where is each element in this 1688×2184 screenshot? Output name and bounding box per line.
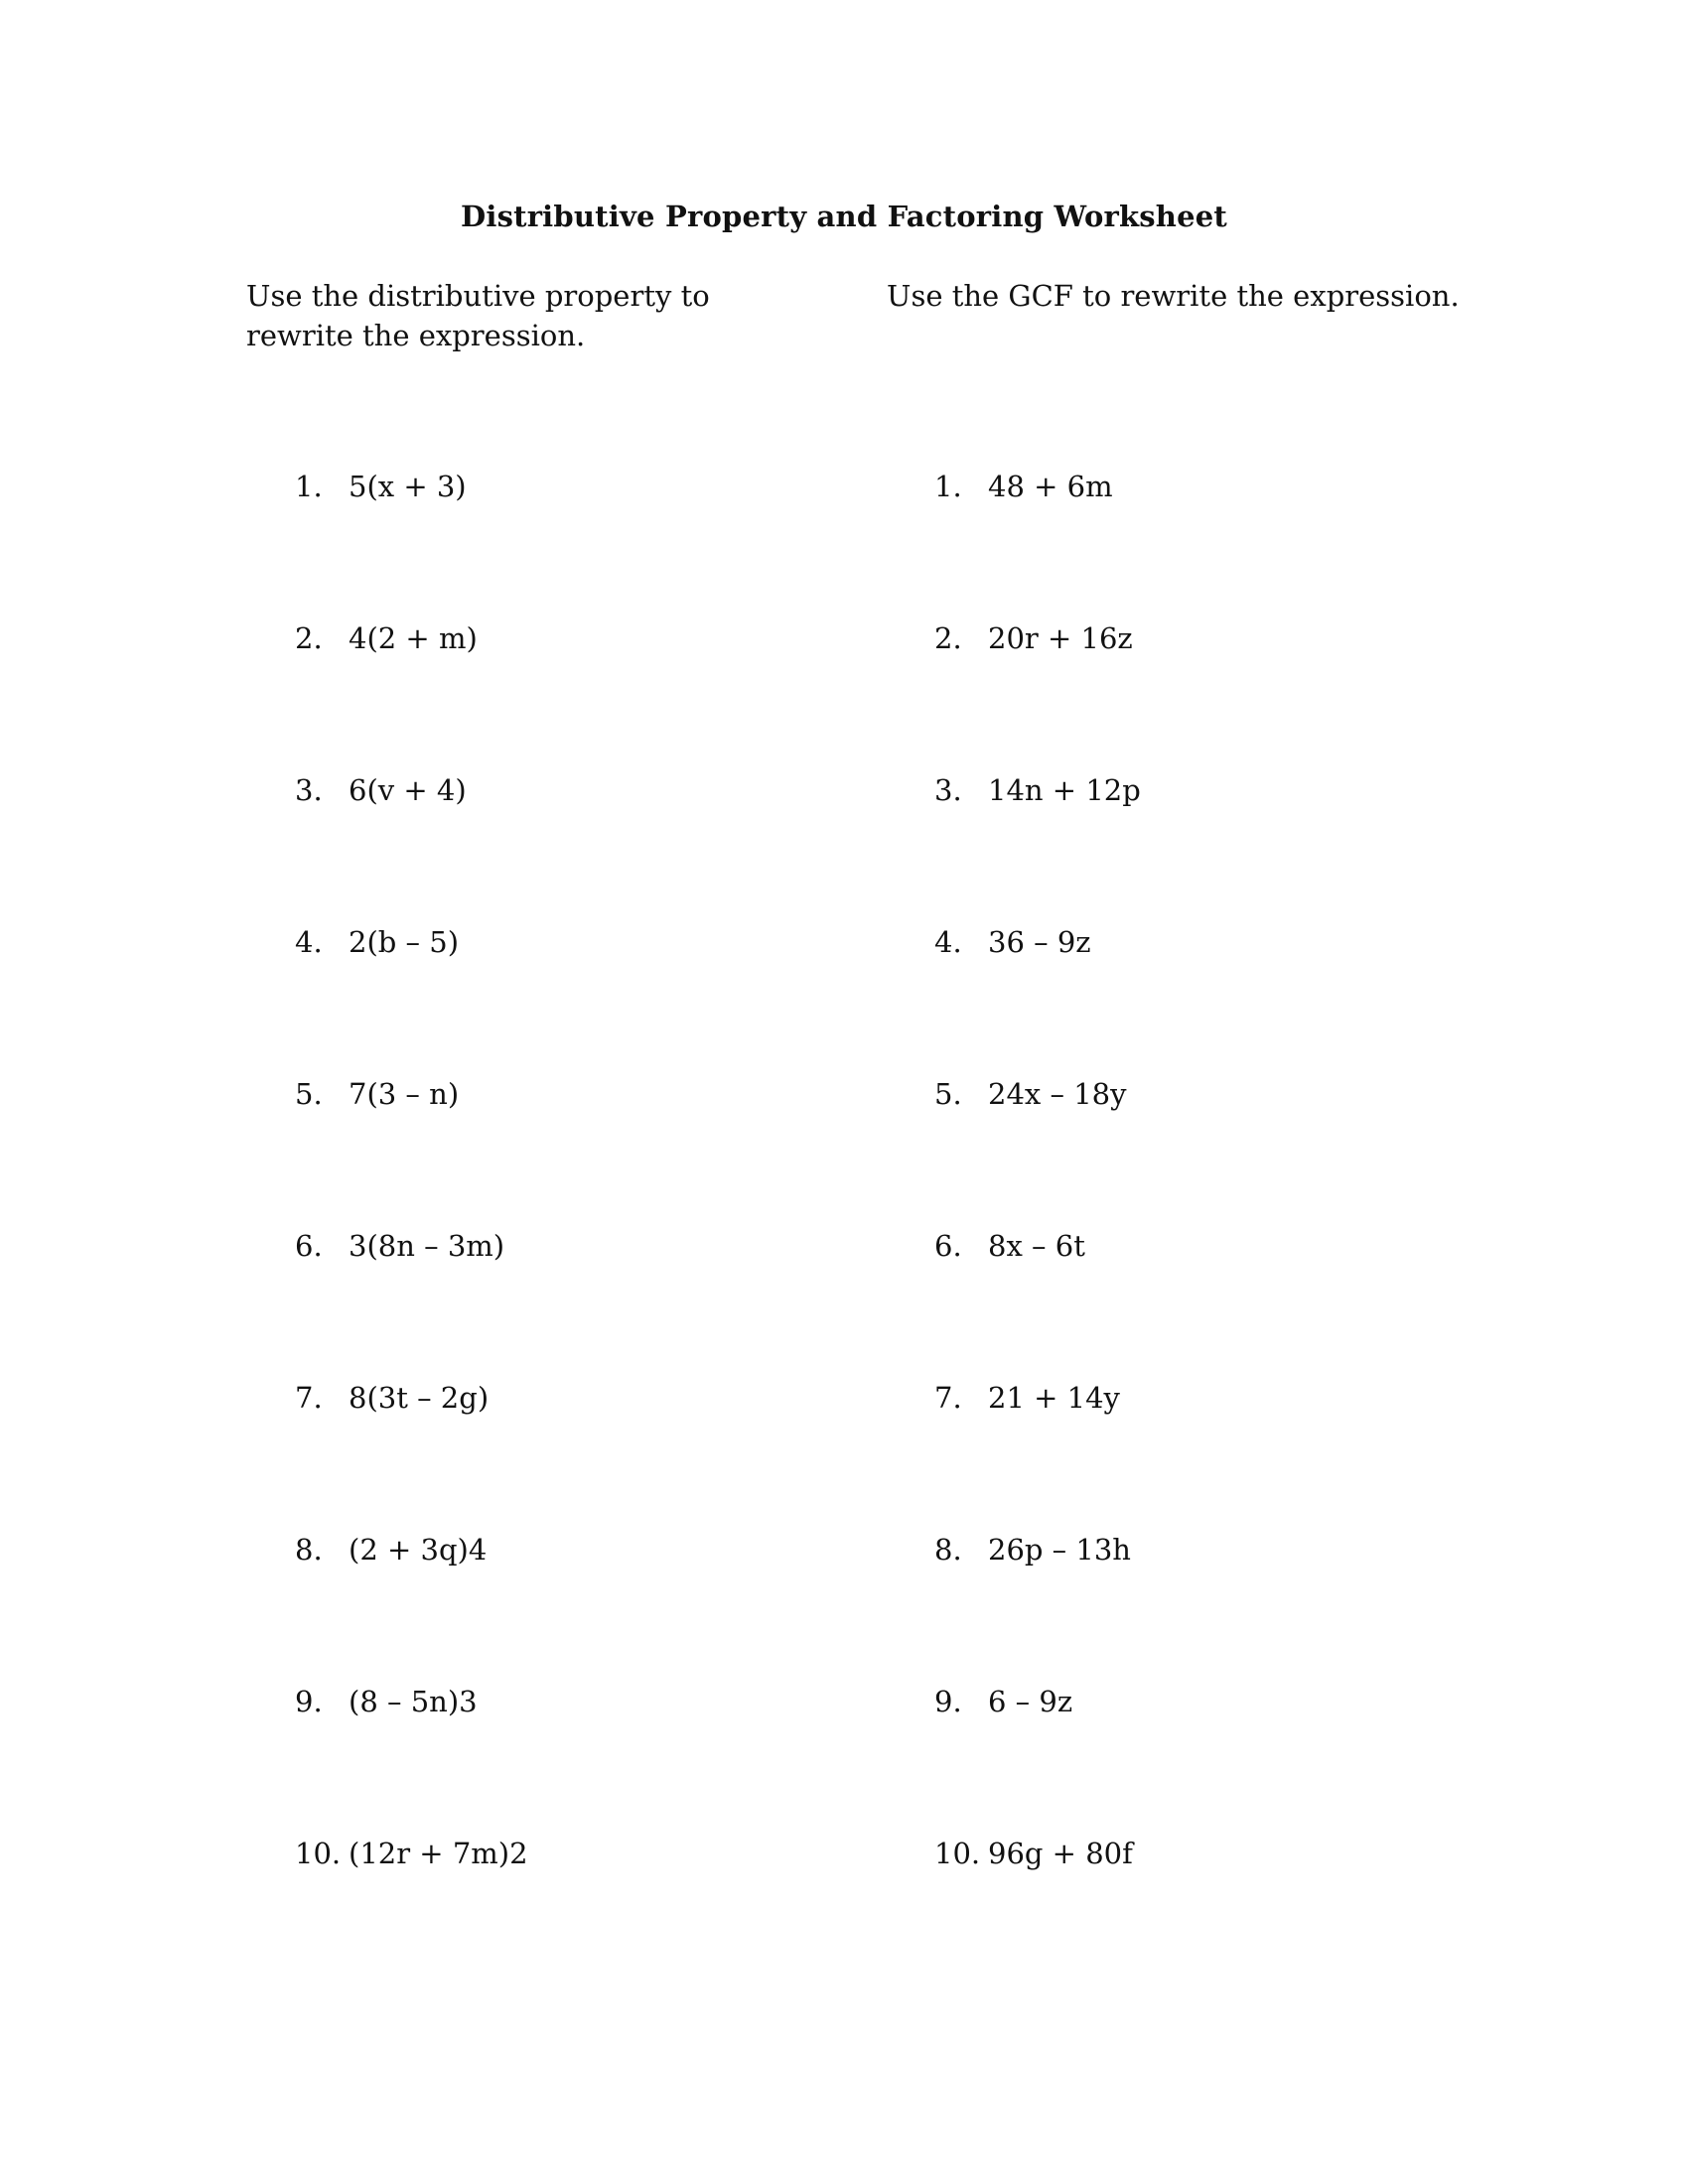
- problem-item: [934, 1226, 1085, 1266]
- problem-number: 6.: [934, 1229, 962, 1263]
- problem-expression: 48 + 6m: [988, 470, 1113, 503]
- problem-expression: 26p – 13h: [988, 1533, 1131, 1567]
- problem-item: [934, 1074, 1126, 1114]
- problem-item: [934, 770, 1141, 810]
- problem-number: 2.: [295, 621, 323, 655]
- problem-number: 6.: [295, 1229, 323, 1263]
- problem-item: [295, 922, 459, 962]
- problem-item: [295, 770, 467, 810]
- problem-number: 1.: [295, 470, 323, 503]
- problem-expression: 36 – 9z: [988, 925, 1091, 959]
- page-title: Distributive Property and Factoring Worksheet: [461, 200, 1227, 233]
- problem-expression: 4(2 + m): [349, 621, 478, 655]
- problem-number: 3.: [295, 773, 323, 807]
- problem-expression: 6(v + 4): [349, 773, 467, 807]
- problem-number: 4.: [934, 925, 962, 959]
- problem-number: 9.: [934, 1685, 962, 1718]
- problem-expression: 96g + 80f: [988, 1837, 1133, 1870]
- instructions-gcf: Use the GCF to rewrite the expression.: [887, 279, 1460, 313]
- problem-number: 7.: [934, 1381, 962, 1415]
- instructions-distributive: Use the distributive property to rewrite the expression.: [246, 279, 710, 352]
- problem-expression: (12r + 7m)2: [349, 1837, 528, 1870]
- problem-item: [934, 1530, 1131, 1570]
- problem-number: 10.: [934, 1837, 981, 1870]
- problem-item: [295, 1834, 528, 1873]
- problem-item: [295, 1378, 489, 1418]
- problem-number: 8.: [934, 1533, 962, 1567]
- problem-expression: 14n + 12p: [988, 773, 1141, 807]
- problem-item: [934, 467, 1113, 506]
- problem-item: [934, 1378, 1120, 1418]
- problem-expression: 21 + 14y: [988, 1381, 1120, 1415]
- problem-expression: 2(b – 5): [349, 925, 460, 959]
- problem-number: 1.: [934, 470, 962, 503]
- problem-item: [934, 1834, 1133, 1873]
- problem-expression: (2 + 3q)4: [349, 1533, 488, 1567]
- problem-item: [934, 618, 1133, 658]
- problem-item: [295, 1530, 487, 1570]
- problem-expression: 8x – 6t: [988, 1229, 1085, 1263]
- problem-item: [295, 1074, 459, 1114]
- problem-expression: 24x – 18y: [988, 1077, 1127, 1111]
- problem-number: 2.: [934, 621, 962, 655]
- problem-expression: 3(8n – 3m): [349, 1229, 505, 1263]
- problem-number: 4.: [295, 925, 323, 959]
- problem-item: [295, 1226, 504, 1266]
- problem-number: 7.: [295, 1381, 323, 1415]
- problem-number: 5.: [295, 1077, 323, 1111]
- problem-expression: (8 – 5n)3: [349, 1685, 478, 1718]
- problem-item: [934, 922, 1091, 962]
- problem-number: 9.: [295, 1685, 323, 1718]
- problem-number: 10.: [295, 1837, 342, 1870]
- problem-expression: 5(x + 3): [349, 470, 467, 503]
- problem-expression: 20r + 16z: [988, 621, 1133, 655]
- problem-number: 5.: [934, 1077, 962, 1111]
- problem-expression: 8(3t – 2g): [349, 1381, 490, 1415]
- problem-item: [295, 1682, 478, 1721]
- problem-number: 3.: [934, 773, 962, 807]
- problem-item: [934, 1682, 1072, 1721]
- problem-expression: 6 – 9z: [988, 1685, 1073, 1718]
- problem-item: [295, 618, 478, 658]
- problem-number: 8.: [295, 1533, 323, 1567]
- problem-expression: 7(3 – n): [349, 1077, 460, 1111]
- problem-item: [295, 467, 467, 506]
